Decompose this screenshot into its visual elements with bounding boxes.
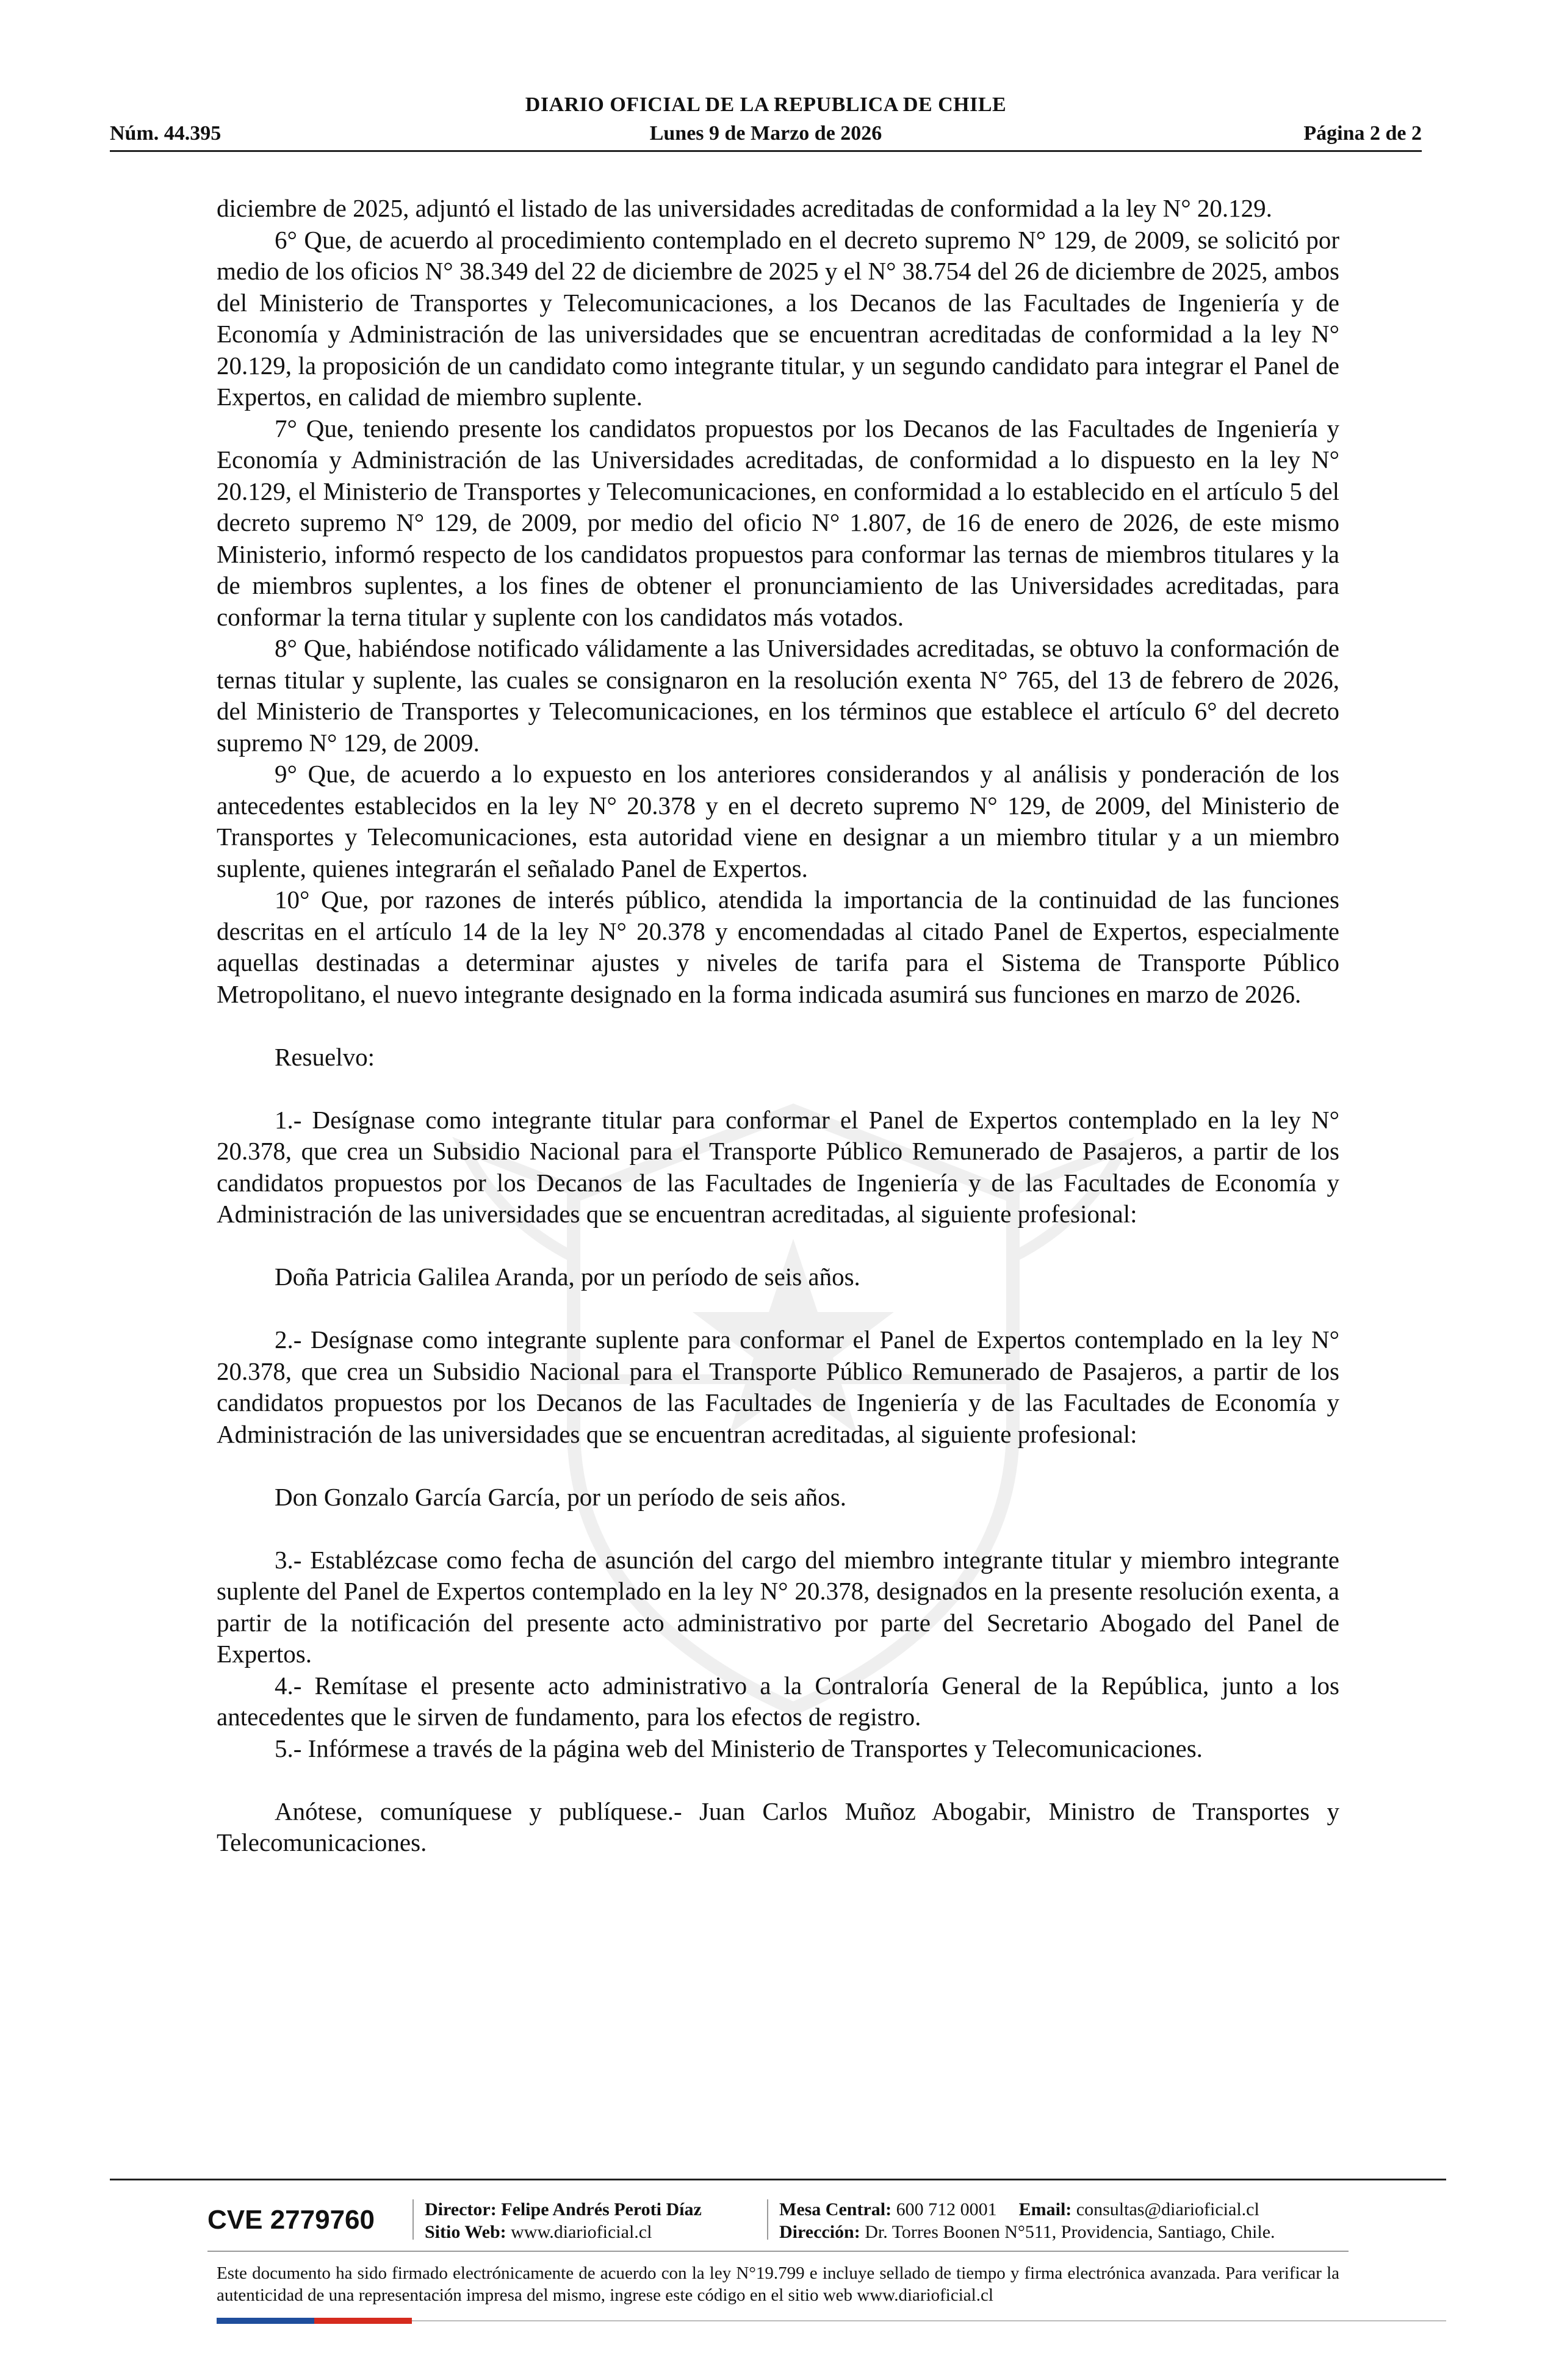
resolution-item-1: 1.- Desígnase como integrante titular para conformar el Panel de Expertos contemplado en la ley N° 20.378, que crea un Subsidio Nacional para el Transporte Público Remunerado de Pasajeros, a partir de los candidatos propuestos por los Decanos de las Facultades de Ingeniería y de las Facultades de Economía y Administración de las universidades que se encuentran acreditadas, al siguiente profesional:: [217, 1105, 1339, 1228]
suplente-appointee: Don Gonzalo García García, por un período de seis años.: [275, 1482, 846, 1511]
electronic-signature-note: Este documento ha sido firmado electrónicamente de acuerdo con la ley N°19.799 e incluye sellado de tiempo y firma electrónica avanzada. Para verificar la autenticidad de una representación impresa del mismo, ingrese este código en el sitio web www.diarioficial.cl: [217, 2263, 1339, 2305]
header-divider: [110, 150, 1422, 152]
resolution-item-2: 2.- Desígnase como integrante suplente para conformar el Panel de Expertos contemplado en la ley N° 20.378, que crea un Subsidio Nacional para el Transporte Público Remunerado de Pasajeros, a partir de los candidatos propuestos por los Decanos de las Facultades de Ingeniería y de las Facultades de Economía y Administración de las universidades que se encuentran acreditadas, al siguiente profesional:: [217, 1325, 1339, 1448]
email-address[interactable]: consultas@diarioficial.cl: [1076, 2199, 1259, 2220]
email-label: Email:: [1018, 2199, 1072, 2220]
considerando-7: 7° Que, teniendo presente los candidatos propuestos por los Decanos de las Facultades de Ingeniería y Economía y Administración de las Universidades acreditadas, de conformidad a lo dispuesto en la ley N° 20.129, el Ministerio de Transportes y Telecomunicaciones, en conformidad a lo establecido en el artículo 5 del decreto supremo N° 129, de 2009, por medio del oficio N° 1.807, de 16 de enero de 2026, de este mismo Ministerio, informó respecto de los candidatos propuestos para conformar las ternas de miembros titulares y la de miembros suplentes, a los fines de obtener el pronunciamiento de las Universidades acreditadas, para conformar la terna titular y suplente con los candidatos más votados.: [217, 414, 1339, 631]
website-label: Sitio Web:: [425, 2222, 506, 2242]
spacer: [217, 1293, 1339, 1325]
flag-stripe-red: [314, 2318, 412, 2324]
considerando-6: 6° Que, de acuerdo al procedimiento contemplado en el decreto supremo N° 129, de 2009, se solicitó por medio de los oficios N° 38.349 del 22 de diciembre de 2025 y el N° 38.754 del 26 de diciembre de 2025, ambos del Ministerio de Transportes y Telecomunicaciones, a los Decanos de las Facultades de Ingeniería y de Economía y Administración de las universidades que se encuentran acreditadas de conformidad a la ley N° 20.129, la proposición de un candidato como integrante titular, y un segundo candidato para integrar el Panel de Expertos, en calidad de miembro suplente.: [217, 225, 1339, 411]
issue-number: Núm. 44.395: [110, 122, 222, 145]
resuelvo-heading: Resuelvo:: [275, 1042, 375, 1071]
flag-stripe-blue: [217, 2318, 314, 2324]
resolution-item-5: 5.- Infórmese a través de la página web del Ministerio de Transportes y Telecomunicaciones.: [275, 1734, 1203, 1762]
resolution-item-3: 3.- Establézcase como fecha de asunción del cargo del miembro integrante titular y miembro integrante suplente del Panel de Expertos contemplado en la ley N° 20.378, designados en la presente resolución exenta, a partir de la notificación del presente acto administrativo por parte del Secretario Abogado del Panel de Expertos.: [217, 1545, 1339, 1668]
cve-code: CVE 2779760: [207, 2205, 375, 2235]
footer-divider: [110, 2179, 1446, 2180]
page-number: Página 2 de 2: [1303, 122, 1422, 145]
footer-director-block: [425, 2198, 702, 2243]
considerando-10: 10° Que, por razones de interés público, atendida la importancia de la continuidad de las funciones descritas en el artículo 14 de la ley N° 20.378 y encomendadas al citado Panel de Expertos, especialmente aquellas destinadas a determinar ajustes y niveles de tarifa para el Sistema de Transporte Público Metropolitano, el nuevo integrante designado en la forma indicada asumirá sus funciones en marzo de 2026.: [217, 885, 1339, 1008]
publication-title: DIARIO OFICIAL DE LA REPUBLICA DE CHILE: [525, 93, 1007, 116]
mesa-central-label: Mesa Central:: [779, 2199, 892, 2220]
address-value: Dr. Torres Boonen N°511, Providencia, Santiago, Chile.: [865, 2222, 1275, 2242]
director-label: Director:: [425, 2199, 497, 2220]
spacer: [217, 1230, 1339, 1262]
footer-inner-divider: [207, 2251, 1349, 2252]
closing-signature: Anótese, comuníquese y publíquese.- Juan Carlos Muñoz Abogabir, Ministro de Transportes y Telecomunicaciones.: [217, 1797, 1339, 1856]
director-name: Felipe Andrés Peroti Díaz: [501, 2199, 702, 2220]
flag-stripe: [217, 2318, 412, 2324]
paragraph-continuation: diciembre de 2025, adjuntó el listado de las universidades acreditadas de conformidad a la ley N° 20.129.: [217, 194, 1272, 222]
website-link[interactable]: www.diarioficial.cl: [511, 2222, 652, 2242]
page-footer: [110, 2179, 1446, 2337]
spacer: [217, 1073, 1339, 1105]
spacer: [217, 1764, 1339, 1796]
mesa-central-phone: 600 712 0001: [896, 2199, 997, 2220]
header-row: [110, 121, 1422, 146]
spacer: [217, 1513, 1339, 1545]
issue-date: Lunes 9 de Marzo de 2026: [649, 122, 882, 145]
footer-separator: [412, 2199, 414, 2240]
address-label: Dirección:: [779, 2222, 860, 2242]
footer-contact-block: [779, 2198, 1275, 2243]
titular-appointee: Doña Patricia Galilea Aranda, por un período de seis años.: [275, 1263, 860, 1291]
resolution-item-4: 4.- Remítase el presente acto administrativo a la Contraloría General de la República, junto a los antecedentes que le sirven de fundamento, para los efectos de registro.: [217, 1671, 1339, 1731]
spacer: [217, 1010, 1339, 1042]
spacer: [217, 1450, 1339, 1482]
considerando-9: 9° Que, de acuerdo a lo expuesto en los anteriores considerandos y al análisis y ponderación de los antecedentes establecidos en la ley N° 20.378 y en el decreto supremo N° 129, de 2009, del Ministerio de Transportes y Telecomunicaciones, esta autoridad viene en designar a un miembro titular y a un miembro suplente, quienes integrarán el señalado Panel de Expertos.: [217, 760, 1339, 882]
page-header: [110, 93, 1422, 154]
considerando-8: 8° Que, habiéndose notificado válidamente a las Universidades acreditadas, se obtuvo la conformación de ternas titular y suplente, las cuales se consignaron en la resolución exenta N° 765, del 13 de febrero de 2026, del Ministerio de Transportes y Telecomunicaciones, en los términos que establece el artículo 6° del decreto supremo N° 129, de 2009.: [217, 634, 1339, 757]
document-body: [217, 193, 1339, 1859]
footer-separator: [767, 2199, 768, 2240]
